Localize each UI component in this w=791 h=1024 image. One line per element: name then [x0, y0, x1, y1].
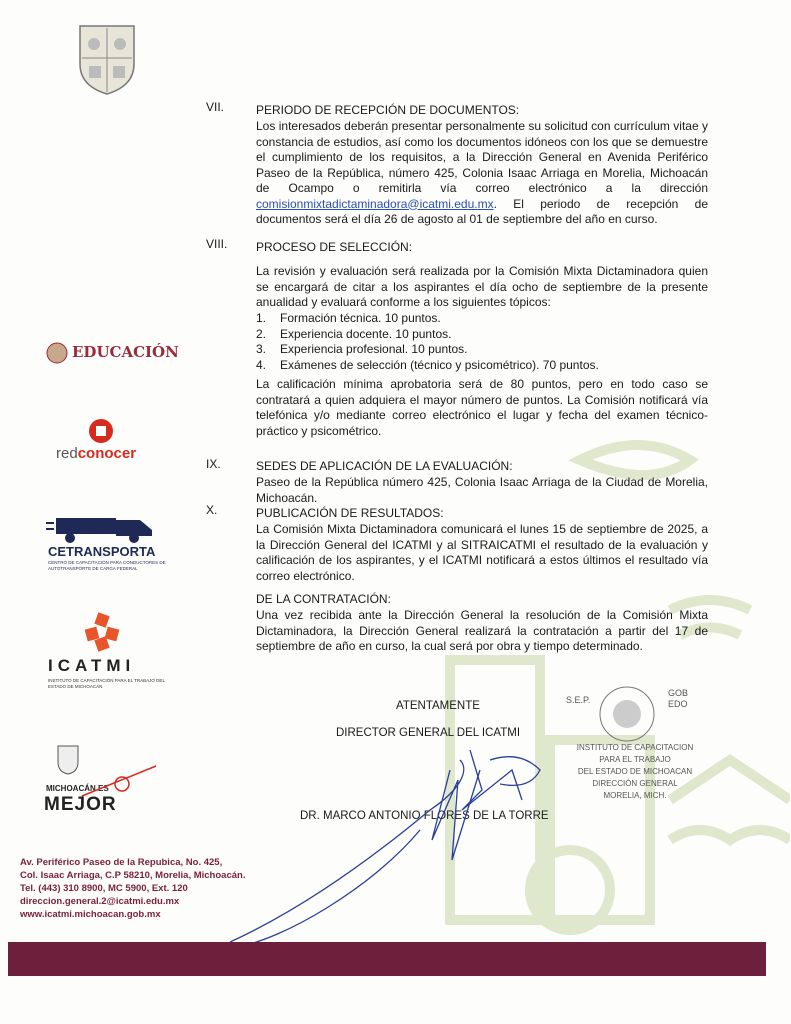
icatmi-emblem-icon	[82, 612, 122, 652]
michoacan-shield-icon	[56, 744, 80, 776]
selection-criteria-list	[256, 311, 599, 373]
section-x-number: X.	[206, 503, 218, 517]
section-ix-paragraph: Paseo de la República número 425, Colonia Isaac Arriaga de la Ciudad de Morelia, Michoacán.	[256, 475, 708, 505]
stamp-gob-label: GOB	[668, 688, 689, 698]
section-viii-closing: La calificación mínima aprobatoria será de 80 puntos, pero en todo caso se contratará a quien adquiera el mayor número de puntos. La Comisión notificará vía telefónica y/o mediante correo electrónico el lugar y fecha del examen técnico-práctico y psicométrico.	[256, 377, 708, 438]
educacion-seal-icon	[46, 342, 68, 364]
section-viii-number: VIII.	[206, 237, 228, 251]
icatmi-logo: ICATMI	[48, 656, 136, 675]
list-item: 4. Exámenes de selección (técnico y psicométrico). 70 puntos.	[256, 357, 599, 372]
footer-address: Av. Periférico Paseo de la Repubica, No. 425, Col. Isaac Arriaga, C.P 58210, Morelia, Michoacán. Tel. (443) 310 8900, MC 5900, Ext. 120 direccion.general.2@icatmi.edu.mx www.icatmi.michoacan.gob.mx	[20, 857, 246, 920]
coat-of-arms-icon	[72, 18, 142, 98]
official-seal-icon	[594, 684, 660, 744]
signer-name: DR. MARCO ANTONIO FLORES DE LA TORRE	[300, 810, 549, 822]
redconocer-logo-icon	[88, 418, 114, 444]
handwritten-signature	[220, 710, 560, 950]
list-item: 3. Experiencia profesional. 10 puntos.	[256, 342, 468, 356]
section-ix-title: SEDES DE APLICACIÓN DE LA EVALUACIÓN:	[256, 459, 513, 473]
michoacan-swoosh-icon	[80, 762, 160, 798]
section-ix-number: IX.	[206, 457, 221, 471]
contracting-paragraph: Una vez recibida ante la Dirección General la resolución de la Comisión Mixta Dictaminadora, la Dirección General realizará la contratación a partir del 17 de septiembre de año en curso, la cual será por obra y tiempo determinado.	[256, 608, 708, 653]
section-viii-intro: La revisión y evaluación será realizada por la Comisión Mixta Dictaminadora quien se encargará de citar a los aspirantes el día ocho de septiembre de la presente anualidad y evaluará conforme a los siguientes tópicos:	[256, 264, 708, 309]
closing-greeting: ATENTAMENTE	[396, 700, 480, 712]
section-viii-title: PROCESO DE SELECCIÓN:	[256, 240, 413, 254]
section-vii-paragraph: Los interesados deberán presentar personalmente su solicitud con currículum vitae y constancia de estudios, así como los documentos idóneos con los que se demuestre el cumplimiento de los requisitos, a la Dirección General en Avenida Periférico Paseo de la República, número 425, Colonia Isaac Arriaga en Morelia, Michoacán de Ocampo o remitirla vía correo electrónico a la dirección comisionmixtadictaminadora@icatmi.edu.mx. El periodo de recepción de documentos será el día 26 de agosto al 01 de septiembre del año en curso.	[256, 119, 708, 226]
michoacan-es-label: MICHOACÁN ES	[46, 784, 109, 793]
section-vii-number: VII.	[206, 100, 225, 114]
list-item: 1. Formación técnica. 10 puntos.	[256, 311, 441, 325]
signer-position: DIRECTOR GENERAL DEL ICATMI	[336, 727, 521, 739]
truck-icon	[46, 508, 166, 544]
footer-bar	[8, 942, 766, 976]
institution-stamp: INSTITUTO DE CAPACITACION PARA EL TRABAJO DEL ESTADO DE MICHOACAN DIRECCIÓN GENERAL MORELIA, MICH.	[576, 743, 694, 800]
educacion-logo: EDUCACIÓN	[72, 343, 179, 361]
section-x-title: PUBLICACIÓN DE RESULTADOS:	[256, 506, 444, 520]
redconocer-logo: redconocer	[56, 445, 137, 462]
section-vii-title: PERIODO DE RECEPCIÓN DE DOCUMENTOS:	[256, 103, 520, 117]
section-x-paragraph: La Comisión Mixta Dictaminadora comunicará el lunes 15 de septiembre de 2025, a la Dirección General del ICATMI y al SITRAICATMI el resultado de la evaluación y calificación de los aspirantes, y el ICATMI notificará a estos últimos el resultado vía correo electrónico.	[256, 522, 708, 583]
commission-email-link[interactable]: comisionmixtadictaminadora@icatmi.edu.mx	[256, 196, 494, 211]
contracting-subtitle: DE LA CONTRATACIÓN:	[256, 592, 391, 606]
cetransporta-subtitle: CENTRO DE CAPACITACIÓN PARA CONDUCTORES DE AUTOTRANSPORTE DE CARGA FEDERAL	[48, 560, 166, 571]
footer-website[interactable]: www.icatmi.michoacan.gob.mx	[20, 909, 161, 920]
icatmi-subtitle: INSTITUTO DE CAPACITACIÓN PARA EL TRABAJO DEL ESTADO DE MICHOACÁN	[48, 678, 165, 689]
michoacan-mejor-logo: MEJOR	[44, 794, 117, 815]
stamp-edo-label: EDO	[668, 699, 688, 709]
stamp-sep-label: S.E.P.	[566, 695, 591, 705]
footer-email[interactable]: direccion.general.2@icatmi.edu.mx	[20, 896, 180, 907]
list-item: 2. Experiencia docente. 10 puntos.	[256, 326, 452, 341]
cetransporta-logo: CETRANSPORTA	[48, 544, 156, 559]
